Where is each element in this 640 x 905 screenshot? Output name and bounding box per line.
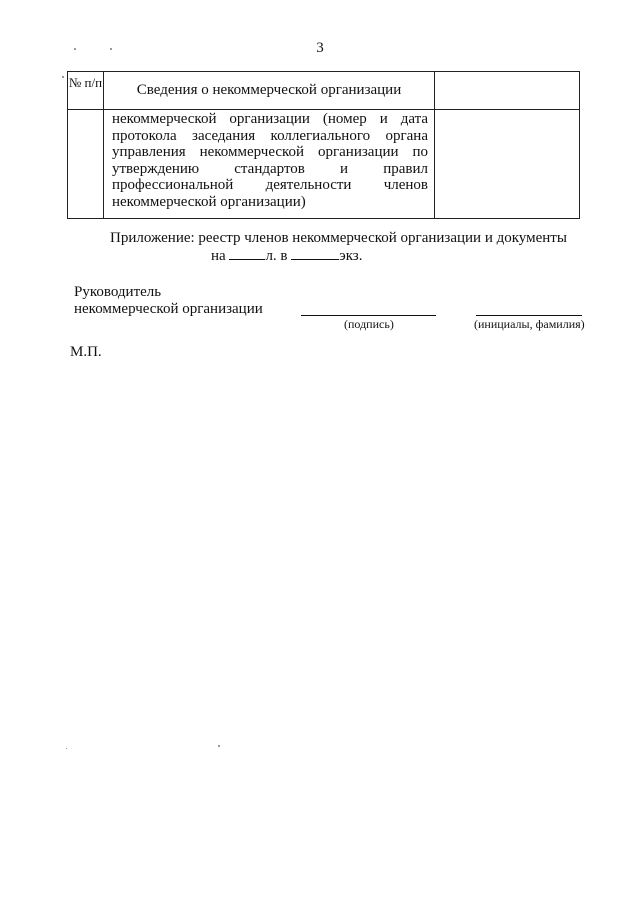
copies-count-blank [291, 247, 339, 260]
header-extra-cell [435, 72, 580, 110]
row-extra-cell [435, 110, 580, 219]
table-header-row [68, 72, 580, 110]
signatory-role-line1: Руководитель [74, 284, 162, 300]
row-number-cell [68, 110, 104, 219]
appendix-suffix: экз. [339, 248, 363, 264]
scan-speck [110, 48, 112, 50]
appendix-prefix: на [211, 248, 226, 264]
pages-count-blank [229, 247, 265, 260]
header-number-cell: № п/п [68, 72, 104, 110]
scan-speck [218, 745, 220, 747]
signature-line [301, 315, 436, 316]
scan-speck [62, 76, 64, 78]
header-info-cell: Сведения о некоммерческой организации [104, 72, 435, 110]
name-line [476, 315, 582, 316]
appendix-middle: л. в [265, 248, 288, 264]
name-caption: (инициалы, фамилия) [474, 317, 585, 331]
row-info-cell: некоммерческой организации (номер и дата протокола заседания коллегиального органа управления некоммерческой организации по утверждению стандартов и правил профессиональной деятельности членов некоммерческой организации) [104, 110, 435, 219]
appendix-block [110, 229, 590, 265]
scan-speck [66, 748, 67, 749]
scan-speck [74, 48, 76, 50]
stamp-place-label: М.П. [70, 344, 102, 360]
appendix-pages-copies [110, 247, 590, 265]
signatory-title [74, 284, 263, 318]
organization-info-table [67, 71, 580, 219]
table-row [68, 110, 580, 219]
page-number: 3 [316, 40, 324, 56]
signatory-role-line2: некоммерческой организации [74, 301, 263, 317]
appendix-text: Приложение: реестр членов некоммерческой организации и документы [110, 230, 567, 246]
signature-caption: (подпись) [344, 317, 394, 331]
